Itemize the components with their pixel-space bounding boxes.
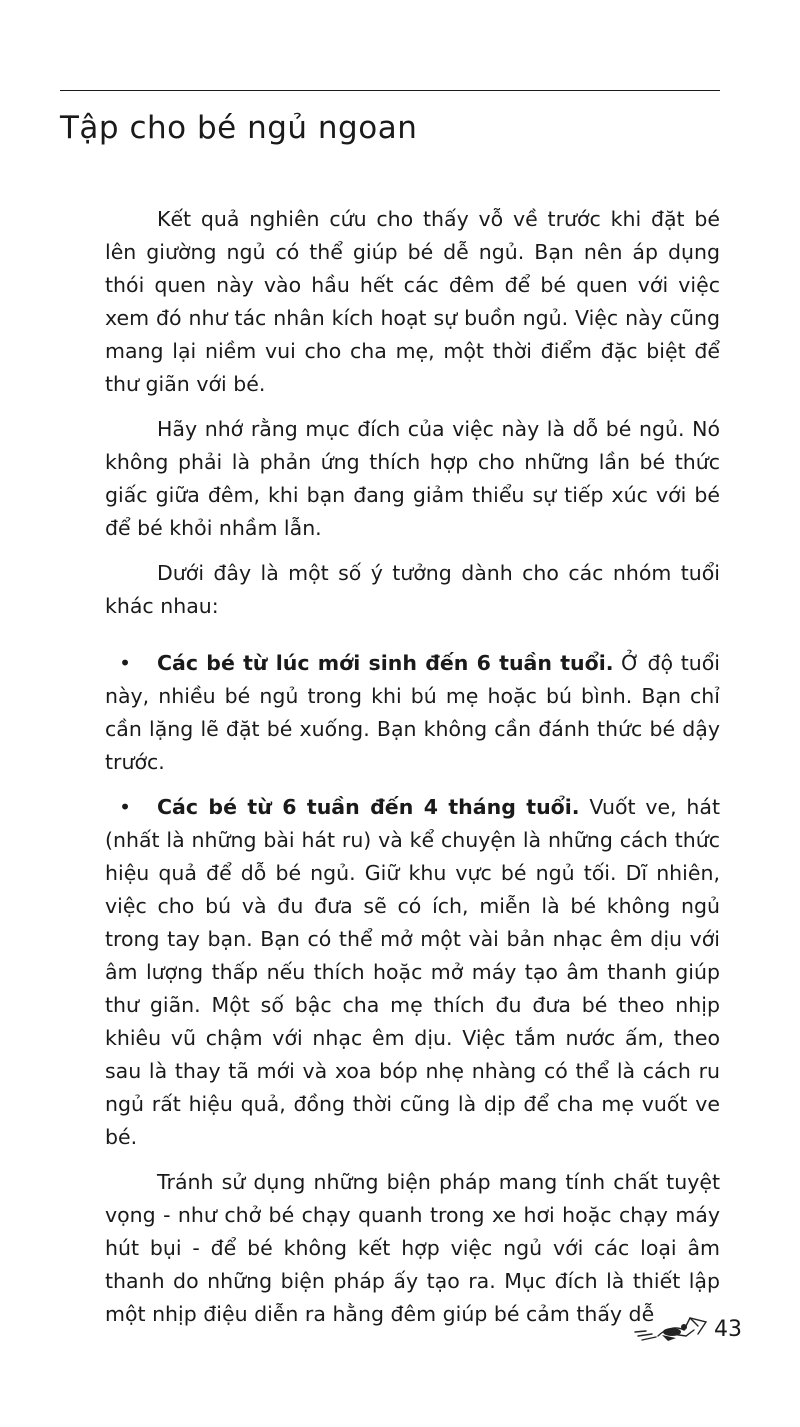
paragraph-age-groups: Dưới đây là một số ý tưởng dành cho các nhóm tuổi khác nhau: [105,561,720,618]
flying-figure-icon [632,1312,712,1346]
spacer [105,635,720,647]
bullet-marker: • [119,651,132,675]
page-footer [632,1312,742,1346]
page-number: 43 [714,1316,742,1342]
paragraph-purpose: Hãy nhớ rằng mục đích của việc này là dỗ bé ngủ. Nó không phải là phản ứng thích hợp cho những lần bé thức giấc giữa đêm, khi bạn đang giảm thiểu sự tiếp xúc với bé để bé khỏi nhầm lẫn. [105,417,720,540]
bullet-marker: • [119,795,132,819]
paragraph-avoid: Tránh sử dụng những biện pháp mang tính chất tuyệt vọng - như chở bé chạy quanh trong xe hơi hoặc chạy máy hút bụi - để bé không kết hợp việc ngủ với các loại âm thanh do những biện pháp ấy tạo ra. Mục đích là thiết lập một nhịp điệu diễn ra hằng đêm giúp bé cảm thấy dễ [105,1170,720,1326]
bullet-item-newborn [105,647,720,779]
paragraph-intro: Kết quả nghiên cứu cho thấy vỗ về trước khi đặt bé lên giường ngủ có thể giúp bé dễ ngủ. Bạn nên áp dụng thói quen này vào hầu hết các đêm để bé quen với việc xem đó như tác nhân kích hoạt sự buồn ngủ. Việc này cũng mang lại niềm vui cho cha mẹ, một thời điểm đặc biệt để thư giãn với bé. [105,207,720,396]
page-title: Tập cho bé ngủ ngoan [60,110,418,146]
bullet-lead: Các bé từ lúc mới sinh đến 6 tuần tuổi. [157,651,614,675]
bullet-text: Vuốt ve, hát (nhất là những bài hát ru) và kể chuyện là những cách thức hiệu quả để dỗ bé ngủ. Giữ khu vực bé ngủ tối. Dĩ nhiên, việc cho bú và đu đưa sẽ có ích, miễn là bé không ngủ trong tay bạn. Bạn có thể mở một vài bản nhạc êm dịu với âm lượng thấp nếu thích hoặc mở máy tạo âm thanh giúp thư giãn. Một số bậc cha mẹ thích đu đưa bé theo nhịp khiêu vũ chậm với nhạc êm dịu. Việc tắm nước ấm, theo sau là thay tã mới và xoa bóp nhẹ nhàng có thể là cách ru ngủ rất hiệu quả, đồng thời cũng là dịp để cha mẹ vuốt ve bé. [105,795,720,1149]
bullet-lead: Các bé từ 6 tuần đến 4 tháng tuổi. [157,795,580,819]
page-body [105,203,720,1343]
bullet-text: Ở độ tuổi này, nhiều bé ngủ trong khi bú mẹ hoặc bú bình. Bạn chỉ cần lặng lẽ đặt bé xuống. Bạn không cần đánh thức bé dậy trước. [105,651,721,774]
header-rule [60,90,720,91]
bullet-item-6-weeks [105,791,720,1154]
